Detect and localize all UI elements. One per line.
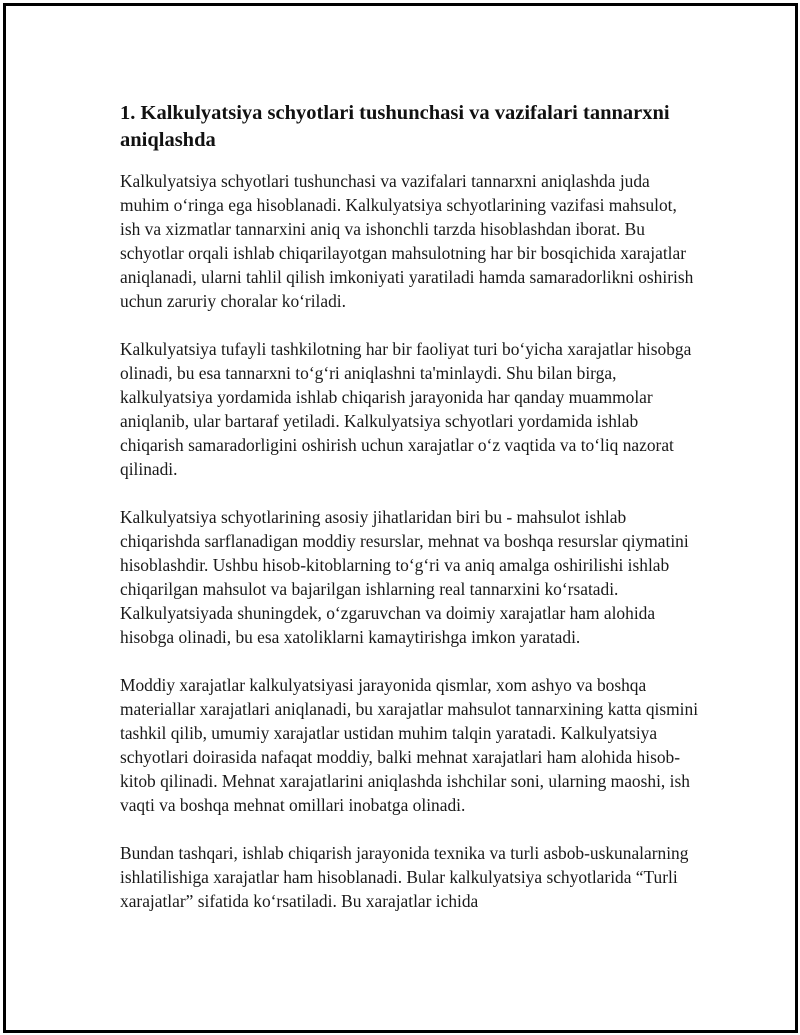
document-body bbox=[120, 100, 700, 937]
paragraph-3: Kalkulyatsiya schyotlarining asosiy jihatlaridan biri bu - mahsulot ishlab chiqarishda sarflanadigan moddiy resurslar, mehnat va boshqa resurslar qiymatini hisoblashdir. Ushbu hisob-kitoblarning toʻgʻri va aniq amalga oshirilishi ishlab chiqarilgan mahsulot va bajarilgan ishlarning real tannarxini koʻrsatadi. Kalkulyatsiyada shuningdek, oʻzgaruvchan va doimiy xarajatlar ham alohida hisobga olinadi, bu esa xatoliklarni kamaytirishga imkon yaratadi. bbox=[120, 507, 689, 647]
paragraph-2: Kalkulyatsiya tufayli tashkilotning har bir faoliyat turi boʻyicha xarajatlar hisobga olinadi, bu esa tannarxni toʻgʻri aniqlashni ta'minlaydi. Shu bilan birga, kalkulyatsiya yordamida ishlab chiqarish jarayonida har qanday muammolar aniqlanib, ular bartaraf yetiladi. Kalkulyatsiya schyotlari yordamida ishlab chiqarish samaradorligini oshirish uchun xarajatlar oʻz vaqtida va toʻliq nazorat qilinadi. bbox=[120, 339, 692, 479]
paragraph-4: Moddiy xarajatlar kalkulyatsiyasi jarayonida qismlar, xom ashyo va boshqa materiallar xarajatlari aniqlanadi, bu xarajatlar mahsulot tannarxining katta qismini tashkil qilib, umumiy xarajatlar ustidan muhim talqin yaratadi. Kalkulyatsiya schyotlari doirasida nafaqat moddiy, balki mehnat xarajatlari ham alohida hisob-kitob qilinadi. Mehnat xarajatlarini aniqlashda ishchilar soni, ularning maoshi, ish vaqti va boshqa mehnat omillari inobatga olinadi. bbox=[120, 675, 699, 815]
paragraph-1: Kalkulyatsiya schyotlari tushunchasi va vazifalari tannarxni aniqlashda juda muhim oʻringa ega hisoblanadi. Kalkulyatsiya schyotlarining vazifasi mahsulot, ish va xizmatlar tannarxini aniq va ishonchli tarzda hisoblashdan iborat. Bu schyotlar orqali ishlab chiqarilayotgan mahsulotning har bir bosqichida xarajatlar aniqlanadi, ularni tahlil qilish imkoniyati yaratiladi hamda samaradorlikni oshirish uchun zaruriy choralar koʻriladi. bbox=[120, 171, 694, 311]
paragraph-5: Bundan tashqari, ishlab chiqarish jarayonida texnika va turli asbob-uskunalarning ishlatilishiga xarajatlar ham hisoblanadi. Bular kalkulyatsiya schyotlarida “Turli xarajatlar” sifatida koʻrsatiladi. Bu xarajatlar ichida bbox=[120, 843, 689, 911]
section-heading: 1. Kalkulyatsiya schyotlari tushunchasi va vazifalari tannarxni aniqlashda bbox=[120, 102, 670, 151]
page-frame bbox=[3, 3, 798, 1033]
